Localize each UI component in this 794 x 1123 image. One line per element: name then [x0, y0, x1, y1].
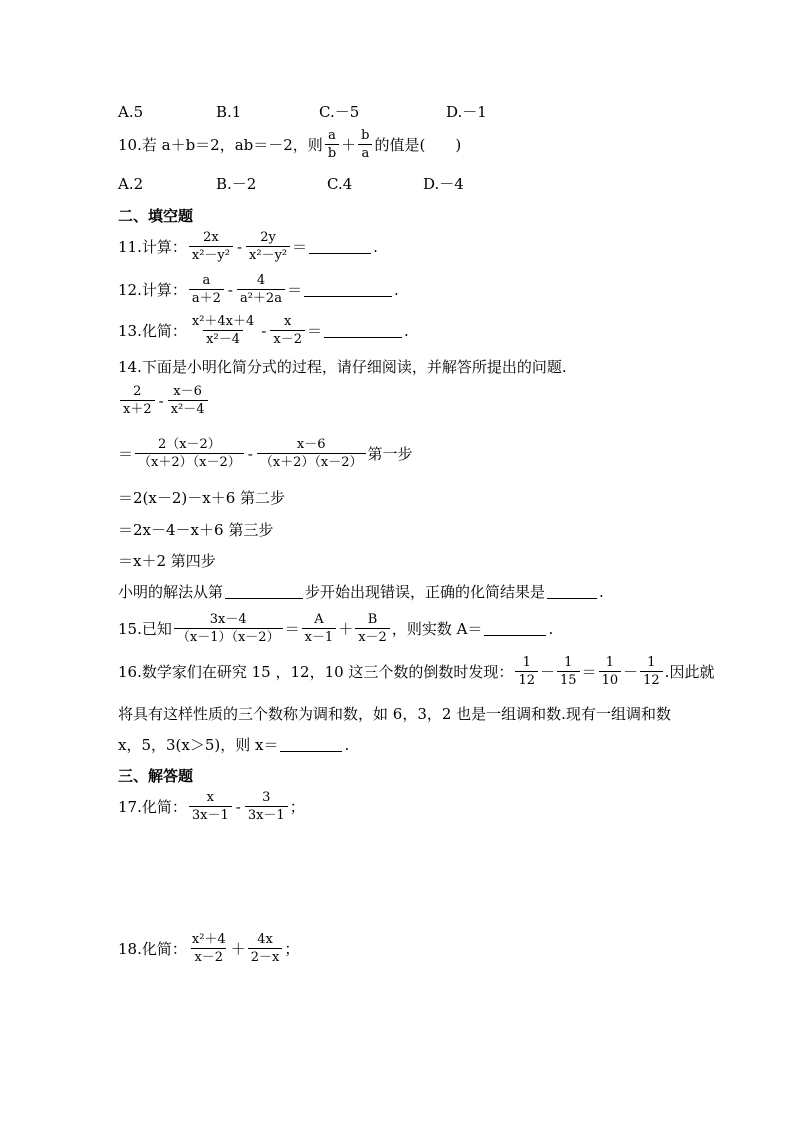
q9-option-b: B.1: [216, 102, 242, 121]
q13-answer-blank[interactable]: [324, 323, 402, 338]
q13: [118, 314, 409, 347]
q14-step-blank[interactable]: [225, 584, 303, 599]
q13-minus: -: [261, 321, 267, 340]
q14-step1-minus: -: [247, 444, 253, 463]
q16-pre: 16.数学家们在研究 15 ，12，10 这三个数的倒数时发现：: [118, 663, 514, 681]
q15-f3-num: B: [367, 612, 378, 627]
q11-equals: ＝: [292, 238, 308, 256]
q14-answer-mid: 步开始出现错误，正确的化简结果是: [305, 583, 546, 601]
q16-equals: ＝: [581, 663, 597, 681]
q10-stem-pre: 10.若 a＋b＝2，ab＝－2，则: [118, 136, 323, 154]
q14-answer-pre: 小明的解法从第: [118, 583, 224, 601]
q18: [118, 932, 299, 965]
q11-fraction-2: [246, 230, 290, 263]
section3-title: 三、解答题: [118, 767, 194, 785]
q14-f1-num: 2: [133, 384, 142, 399]
q11: [118, 230, 378, 263]
q14-step1-fraction-1: [135, 437, 244, 470]
q9-option-c: C.－5: [319, 103, 360, 121]
q18-f2-num: 4x: [257, 932, 273, 947]
q16-line3-pre: x，5，3(x＞5)，则 x＝: [118, 736, 279, 754]
q14-fraction-1: [120, 384, 155, 417]
q16-post: .因此就: [664, 663, 715, 681]
q17-fraction-2: [245, 790, 288, 823]
q14-step2: ＝2(x－2)－x＋6 第二步: [118, 489, 286, 507]
section2-title: 二、填空题: [118, 207, 194, 225]
q15-f2-num: A: [314, 612, 324, 627]
q16-f2-num: 1: [564, 655, 573, 670]
q16-minus-1: －: [539, 663, 555, 681]
q16-f1-num: 1: [522, 655, 531, 670]
q17-semicolon: ；: [289, 798, 305, 816]
q12-label: 12.计算：: [118, 281, 187, 299]
q14-step4: ＝x＋2 第四步: [118, 552, 216, 570]
q10-fraction-a-over-b: [325, 128, 339, 161]
q14-f2-den: x²－4: [168, 400, 208, 417]
q16-f4-den: 12: [640, 671, 663, 688]
q10-frac2-den: a: [358, 144, 372, 161]
q14-fraction-2: [168, 384, 208, 417]
q11-f2-den: x²－y²: [246, 246, 290, 263]
q12-fraction-2: [237, 273, 285, 306]
q15-label: 15.已知: [118, 620, 172, 638]
q13-f1-num: x²＋4x＋4: [191, 314, 255, 329]
q14-minus: -: [158, 391, 164, 410]
q10-option-c: C.4: [327, 174, 353, 193]
q13-equals: ＝: [306, 322, 322, 340]
q14-step3: ＝2x－4－x＋6 第三步: [118, 521, 274, 539]
q18-fraction-2: [248, 932, 283, 965]
q18-f1-den: x－2: [191, 948, 226, 965]
q15-fraction-1: [174, 612, 283, 645]
q12-fraction-1: [189, 273, 224, 306]
q12-minus: -: [227, 280, 233, 299]
q12-answer-blank[interactable]: [304, 282, 392, 297]
q15-equals: ＝: [284, 620, 300, 638]
q18-label: 18.化简：: [118, 940, 187, 958]
q14-answer: [118, 581, 604, 602]
q12-f2-num: 4: [256, 273, 266, 288]
q14-step1-f1-num: 2（x－2）: [157, 437, 221, 452]
q15: [118, 612, 553, 645]
q16-minus-2: －: [623, 663, 639, 681]
q17-label: 17.化简：: [118, 798, 187, 816]
q10-option-d: D.－4: [423, 175, 464, 193]
q14-stem: 14.下面是小明化简分式的过程，请仔细阅读，并解答所提出的问题.: [118, 358, 567, 376]
q16-fraction-1: [515, 655, 538, 688]
q16-f3-den: 10: [599, 671, 622, 688]
q14-step1: [118, 437, 413, 470]
q14-step1-f2-num: x－6: [296, 437, 326, 452]
q14-step1-fraction-2: [257, 437, 366, 470]
q10-frac1-den: b: [325, 144, 339, 161]
q16-f4-num: 1: [647, 655, 656, 670]
q14-step1-f2-den: （x＋2）（x－2）: [257, 453, 366, 470]
q17: [118, 790, 305, 823]
q10-stem-post: 的值是( ): [374, 136, 462, 154]
q15-answer-blank[interactable]: [484, 621, 546, 636]
q11-fraction-1: [189, 230, 233, 263]
q15-f1-num: 3x－4: [209, 612, 247, 627]
q16-line3: [118, 734, 349, 755]
q10-frac1-num: a: [328, 128, 336, 143]
q17-f1-den: 3x－1: [189, 806, 232, 823]
q11-label: 11.计算：: [118, 238, 187, 256]
q15-f2-den: x－1: [302, 628, 337, 645]
q14-step1-equals: ＝: [118, 445, 134, 463]
q12-f1-den: a＋2: [189, 289, 224, 306]
q11-minus: -: [236, 237, 243, 256]
q10-option-a: A.2: [118, 174, 144, 193]
q14-period: .: [599, 582, 604, 601]
q11-answer-blank[interactable]: [309, 239, 371, 254]
q13-period: .: [403, 321, 409, 340]
q12-f2-den: a²＋2a: [237, 289, 285, 306]
q16-period: .: [344, 735, 350, 754]
q17-minus: -: [235, 797, 241, 816]
q9-options: [118, 101, 487, 122]
q14-step1-f1-den: （x＋2）（x－2）: [135, 453, 244, 470]
q12-equals: ＝: [286, 281, 302, 299]
q13-fraction-1: [189, 314, 257, 347]
q14-step1-label: 第一步: [367, 445, 413, 463]
q10-option-b: B.－2: [216, 175, 257, 193]
q15-fraction-2: [302, 612, 337, 645]
q18-semicolon: ；: [284, 940, 300, 958]
q13-label: 13.化简：: [118, 322, 187, 340]
q13-f2-num: x: [283, 314, 292, 329]
q15-plus: ＋: [338, 620, 354, 638]
q11-period: .: [373, 237, 378, 256]
q16-f2-den: 15: [557, 671, 580, 688]
q14-expression: [118, 384, 210, 417]
q11-f1-num: 2x: [203, 230, 219, 245]
q15-f3-den: x－2: [355, 628, 390, 645]
q15-fraction-3: [355, 612, 390, 645]
q16-f3-num: 1: [605, 655, 614, 670]
q16-fraction-2: [557, 655, 580, 688]
q12-period: .: [393, 280, 399, 299]
q17-f2-den: 3x－1: [245, 806, 288, 823]
q12-f1-num: a: [202, 273, 211, 288]
q16-f1-den: 12: [515, 671, 538, 688]
q11-f2-num: 2y: [260, 230, 276, 245]
q14-result-blank[interactable]: [547, 584, 597, 599]
q16-line1: [118, 655, 714, 688]
q9-option-d: D.－1: [446, 103, 487, 121]
q17-f1-num: x: [206, 790, 214, 805]
q18-plus: ＋: [230, 940, 246, 958]
q18-f1-num: x²＋4: [191, 932, 226, 947]
q16-fraction-3: [599, 655, 622, 688]
q14-f2-num: x－6: [173, 384, 202, 399]
q11-f1-den: x²－y²: [189, 246, 233, 263]
q18-fraction-1: [189, 932, 229, 965]
q16-answer-blank[interactable]: [280, 737, 342, 752]
q18-f2-den: 2－x: [248, 948, 283, 965]
q15-f1-den: （x－1）（x－2）: [174, 628, 283, 645]
q16-fraction-4: [640, 655, 663, 688]
q10-fraction-b-over-a: [358, 128, 372, 161]
q13-fraction-2: [270, 314, 305, 347]
q16-line2: 将具有这样性质的三个数称为调和数，如 6，3，2 也是一组调和数.现有一组调和数: [118, 705, 671, 723]
q12: [118, 273, 399, 306]
q13-f2-den: x－2: [270, 330, 305, 347]
q15-post: ，则实数 A＝: [391, 620, 483, 638]
q15-period: .: [548, 619, 554, 638]
q10-options: [118, 173, 464, 194]
q10-plus: ＋: [341, 136, 357, 154]
q17-fraction-1: [189, 790, 232, 823]
q13-f1-den: x²－4: [203, 330, 243, 347]
q17-f2-num: 3: [262, 790, 271, 805]
q10-frac2-num: b: [361, 128, 370, 143]
q9-option-a: A.5: [118, 102, 144, 121]
q14-f1-den: x＋2: [120, 400, 155, 417]
q10-stem: [118, 128, 461, 161]
